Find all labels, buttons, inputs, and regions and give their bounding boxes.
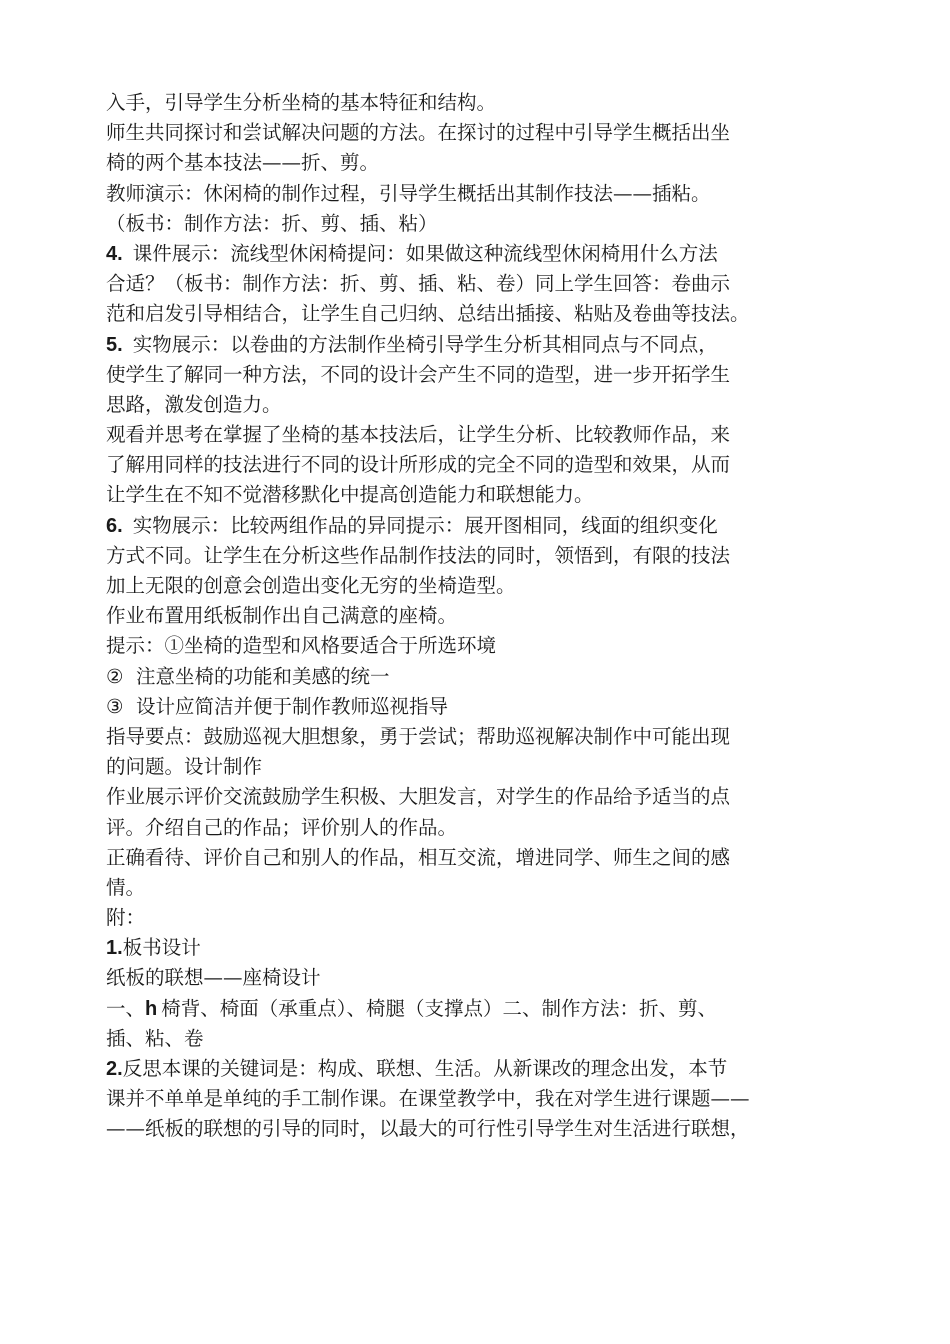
text-line: 正确看待、评价自己和别人的作品，相互交流，增进同学、师生之间的感 <box>106 845 731 869</box>
text-line: 课并不单单是单纯的手工制作课。在课堂教学中，我在对学生进行课题—— <box>106 1087 750 1111</box>
item-number: 1. <box>106 937 123 960</box>
text-line: ——纸板的联想的引导的同时，以最大的可行性引导学生对生活进行联想， <box>106 1117 750 1141</box>
numbered-line <box>106 933 866 963</box>
item-number: 4. <box>106 242 123 265</box>
text-line <box>106 994 866 1024</box>
document-body <box>106 88 866 1145</box>
numbered-line <box>106 239 866 269</box>
text-line: 了解用同样的技法进行不同的设计所形成的完全不同的造型和效果，从而 <box>106 453 731 477</box>
text-line: 加上无限的创意会创造出变化无穷的坐椅造型。 <box>106 574 516 597</box>
text-line: 作业布置用纸板制作出自己满意的座椅。 <box>106 604 458 628</box>
circled-number: ② <box>106 664 124 688</box>
numbered-line <box>106 511 866 541</box>
text-line: 使学生了解同一种方法，不同的设计会产生不同的造型，进一步开拓学生 <box>106 362 731 386</box>
item-number: 6. <box>106 514 123 537</box>
text-line: 让学生在不知不觉潜移默化中提高创造能力和联想能力。 <box>106 483 594 507</box>
text-line: 思路，激发创造力。 <box>106 392 282 416</box>
line-text: 注意坐椅的功能和美感的统一 <box>136 664 390 688</box>
text-line: 情。 <box>106 875 146 899</box>
text-line: 教师演示：休闲椅的制作过程，引导学生概括出其制作技法——插粘。 <box>106 181 711 205</box>
text-line: 的问题。设计制作 <box>106 755 263 779</box>
text-line: 作业展示评价交流鼓励学生积极、大胆发言，对学生的作品给予适当的点 <box>106 785 731 809</box>
text-line: 指导要点：鼓励巡视大胆想象，勇于尝试；帮助巡视解决制作中可能出现 <box>106 724 731 748</box>
text-line: 评。介绍自己的作品；评价别人的作品。 <box>106 815 458 839</box>
text-line: 插、粘、卷 <box>106 1026 204 1050</box>
numbered-line <box>106 692 866 722</box>
text-line: （板书：制作方法：折、剪、插、粘） <box>106 211 438 235</box>
text-line: 方式不同。让学生在分析这些作品制作技法的同时，领悟到，有限的技法 <box>106 543 731 567</box>
text-line: 合适？（板书：制作方法：折、剪、插、粘、卷）同上学生回答：卷曲示 <box>106 272 731 296</box>
item-number: 5. <box>106 333 123 356</box>
line-text: 设计应简洁并便于制作教师巡视指导 <box>136 694 449 718</box>
letter-marker: h <box>145 997 158 1020</box>
line-text: 实物展示：以卷曲的方法制作坐椅引导学生分析其相同点与不同点， <box>132 332 718 356</box>
text-line: 提示：①坐椅的造型和风格要适合于所选环境 <box>106 634 497 658</box>
line-text: 课件展示：流线型休闲椅提问：如果做这种流线型休闲椅用什么方法 <box>132 241 718 265</box>
text-line: 纸板的联想——座椅设计 <box>106 966 321 990</box>
numbered-line <box>106 330 866 360</box>
text-line: 入手，引导学生分析坐椅的基本特征和结构。 <box>106 91 497 114</box>
line-text: 板书设计 <box>122 936 201 960</box>
item-number: 2. <box>106 1058 123 1080</box>
text-line: 师生共同探讨和尝试解决问题的方法。在探讨的过程中引导学生概括出坐 <box>106 121 731 145</box>
text-line: 附： <box>106 906 146 930</box>
numbered-line <box>106 662 866 692</box>
line-text: 实物展示：比较两组作品的异同提示：展开图相同，线面的组织变化 <box>132 513 718 537</box>
line-text: 反思本课的关键词是：构成、联想、生活。从新课改的理念出发，本节 <box>122 1057 728 1080</box>
text-line: 范和启发引导相结合，让学生自己归纳、总结出插接、粘贴及卷曲等技法。 <box>106 302 750 326</box>
numbered-line <box>106 1054 866 1084</box>
circled-number: ③ <box>106 694 124 718</box>
line-text: 一、 <box>106 996 146 1020</box>
text-line: 观看并思考在掌握了坐椅的基本技法后，让学生分析、比较教师作品，来 <box>106 423 731 447</box>
line-text: 椅背、椅面（承重点）、椅腿（支撑点）二、制作方法：折、剪、 <box>161 996 717 1020</box>
text-line: 椅的两个基本技法——折、剪。 <box>106 151 380 175</box>
